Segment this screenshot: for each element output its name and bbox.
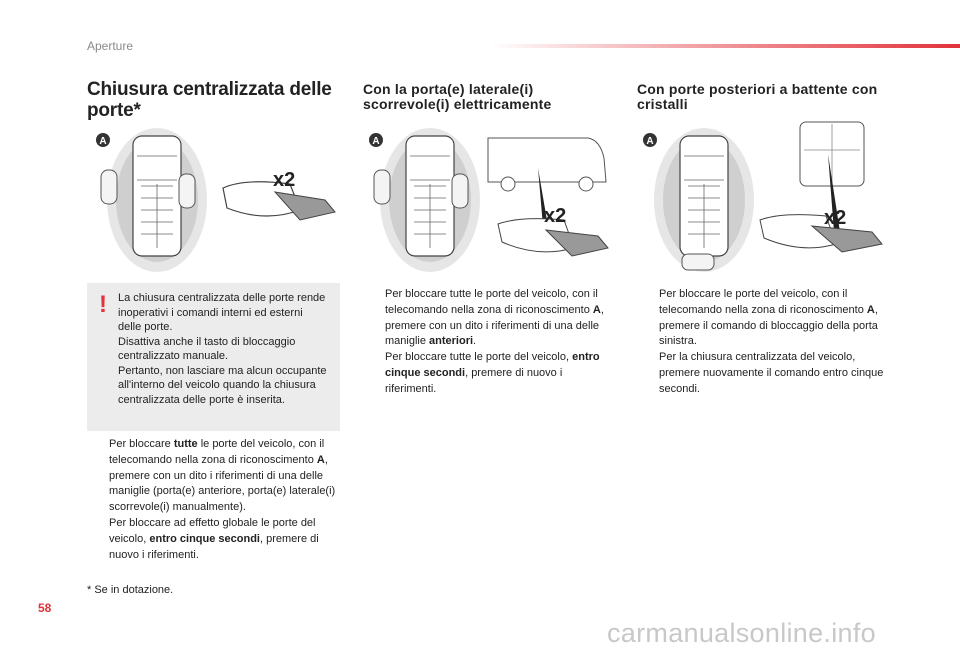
illustration-col3: [642, 120, 892, 278]
svg-text:x2: x2: [824, 207, 847, 229]
key-fob-right: [179, 174, 195, 208]
list-item: Per bloccare le porte del veicolo, con il telecomando nella zona di riconoscimento A, premere il comando di bloccaggio della porta sinistra.: [659, 288, 878, 348]
footnote: * Se in dotazione.: [87, 584, 174, 596]
list-item: Per bloccare tutte le porte del veicolo, con il telecomando nella zona di riconoscimento A, premere con un dito i riferimenti di una delle maniglie (porta(e) anteriore, porta(e) laterale(i) scorrevole(i) manualmente).: [109, 438, 336, 514]
list-item: Per la chiusura centralizzata del veicolo, premere nuovamente il comando entro cinque secondi.: [659, 351, 884, 395]
page-number: 58: [38, 601, 52, 615]
van-side-view: [488, 138, 606, 182]
col3-bullets: [637, 287, 895, 398]
svg-text:x2: x2: [544, 205, 567, 227]
svg-text:A: A: [372, 136, 380, 147]
key-fob-left: [101, 170, 117, 204]
section-label: Aperture: [87, 39, 134, 53]
page-title: Chiusura centralizzata delle porte*: [87, 79, 332, 121]
watermark: carmanualsonline.info: [607, 618, 876, 648]
gesture-label: x2: [273, 169, 296, 191]
zone-badge: A: [99, 136, 107, 147]
warning-text: La chiusura centralizzata delle porte rende inoperativi i comandi interni ed esterni delle porte. Disattiva anche il tasto di bloccaggio centralizzato manuale. Pertanto, non lasciare ma alcun occupante all'interno del veicolo quando la chiusura centralizzata delle porte è inserita.: [118, 292, 327, 406]
col2-title: Con la porta(e) laterale(i) scorrevole(i) elettricamente: [363, 81, 552, 112]
warning-box: [87, 283, 340, 431]
illustration-col2: [368, 128, 618, 278]
list-item: Per bloccare ad effetto globale le porte del veicolo, entro cinque secondi, premere di nuovo i riferimenti.: [109, 516, 319, 561]
col3-title: Con porte posteriori a battente con cristalli: [637, 81, 878, 112]
col1-bullets: [87, 437, 342, 563]
illustration-col1: [95, 128, 345, 278]
header-accent-bar: [490, 44, 960, 48]
svg-text:A: A: [646, 136, 654, 147]
exclamation-icon: !: [99, 291, 107, 318]
list-item: Per bloccare tutte le porte del veicolo, con il telecomando nella zona di riconoscimento A, premere con un dito i riferimenti di una delle maniglie anteriori.: [385, 288, 604, 348]
col2-bullets: [363, 287, 615, 398]
list-item: Per bloccare tutte le porte del veicolo, entro cinque secondi, premere di nuovo i riferimenti.: [385, 351, 600, 395]
